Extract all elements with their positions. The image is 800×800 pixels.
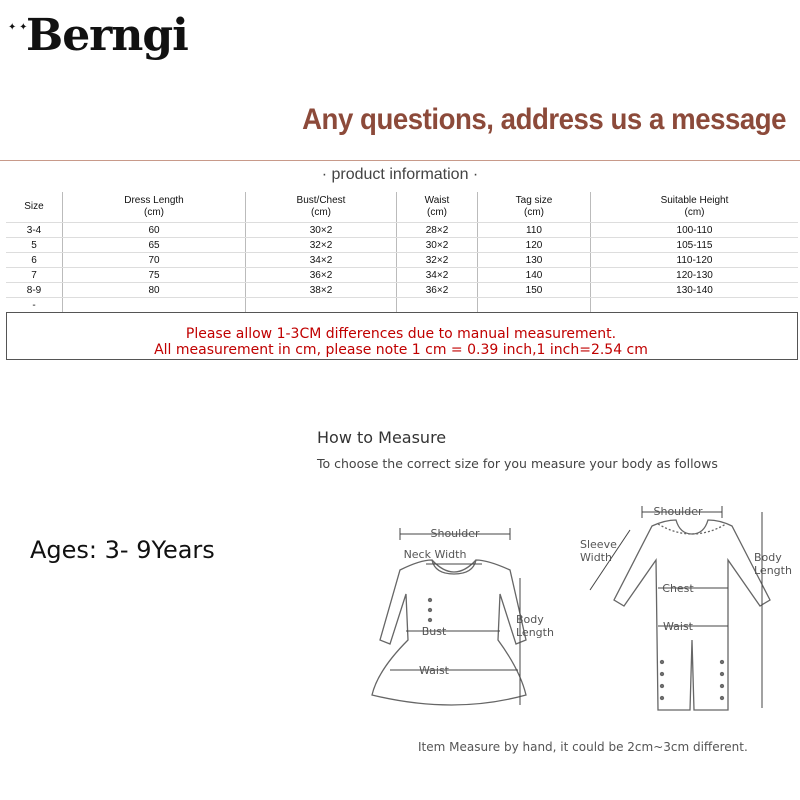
table-row — [6, 283, 798, 298]
cell: 34×2 — [246, 253, 397, 268]
cell: 30×2 — [397, 238, 478, 253]
romper-shoulder-label: Shoulder — [653, 505, 703, 518]
table-header-row — [6, 192, 798, 223]
header-tag-size: Tag size (cm) — [478, 192, 591, 223]
dress-waist-label: Waist — [418, 664, 450, 677]
cell — [63, 298, 246, 313]
dress-body-label: Body — [516, 613, 544, 626]
how-to-measure-title: How to Measure — [317, 428, 447, 447]
dress-shoulder-label: Shoulder — [430, 527, 480, 540]
romper-length-label: Length — [754, 564, 792, 577]
cell — [591, 298, 799, 313]
romper-sleeve-label: Sleeve — [580, 538, 617, 551]
divider — [0, 160, 800, 161]
brand-logo: Berngi — [26, 10, 188, 61]
cell: 8-9 — [6, 283, 63, 298]
cell: 65 — [63, 238, 246, 253]
cell: 36×2 — [397, 283, 478, 298]
header-bust: Bust/Chest (cm) — [246, 192, 397, 223]
romper-width-label: Width — [580, 551, 612, 564]
measure-footnote: Item Measure by hand, it could be 2cm~3cm different. — [418, 740, 748, 754]
cell: 140 — [478, 268, 591, 283]
cell: - — [6, 298, 63, 313]
cell — [397, 298, 478, 313]
how-to-measure-subtitle: To choose the correct size for you measure your body as follows — [317, 456, 718, 471]
cell — [478, 298, 591, 313]
table-row — [6, 223, 798, 238]
header-waist: Waist (cm) — [397, 192, 478, 223]
cell: 32×2 — [246, 238, 397, 253]
section-title: · product information · — [321, 166, 479, 183]
cell: 105-115 — [591, 238, 799, 253]
cell: 60 — [63, 223, 246, 238]
cell: 120 — [478, 238, 591, 253]
cell: 6 — [6, 253, 63, 268]
logo-sparkles: ✦ ✦ — [8, 22, 28, 33]
cell: 80 — [63, 283, 246, 298]
table-row — [6, 238, 798, 253]
cell: 32×2 — [397, 253, 478, 268]
cell — [246, 298, 397, 313]
cell: 28×2 — [397, 223, 478, 238]
cell: 5 — [6, 238, 63, 253]
measurement-note-line1: Please allow 1-3CM differences due to manual measurement. — [185, 326, 617, 342]
cell: 34×2 — [397, 268, 478, 283]
cell: 150 — [478, 283, 591, 298]
cell: 7 — [6, 268, 63, 283]
age-range: Ages: 3- 9Years — [30, 536, 215, 564]
romper-body-label: Body — [754, 551, 782, 564]
cell: 70 — [63, 253, 246, 268]
dress-length-label: Length — [516, 626, 554, 639]
romper-measure-lines — [590, 506, 762, 708]
size-table — [6, 192, 798, 313]
cell: 110-120 — [591, 253, 799, 268]
measurement-note-line2: All measurement in cm, please note 1 cm = 0.39 inch,1 inch=2.54 cm — [154, 342, 648, 358]
cell: 130 — [478, 253, 591, 268]
dress-illustration — [372, 560, 526, 705]
dress-bust-label: Bust — [421, 625, 447, 638]
header-dress-length: Dress Length (cm) — [63, 192, 246, 223]
header-suitable-height: Suitable Height (cm) — [591, 192, 799, 223]
cell: 30×2 — [246, 223, 397, 238]
cell: 38×2 — [246, 283, 397, 298]
cell: 120-130 — [591, 268, 799, 283]
cell: 75 — [63, 268, 246, 283]
table-row — [6, 268, 798, 283]
cell: 110 — [478, 223, 591, 238]
table-row — [6, 253, 798, 268]
measurement-diagram — [330, 490, 800, 730]
cell: 3-4 — [6, 223, 63, 238]
dress-neck-width-label: Neck Width — [403, 548, 467, 561]
romper-chest-label: Chest — [662, 582, 694, 595]
header-size: Size — [6, 192, 63, 223]
cell: 36×2 — [246, 268, 397, 283]
contact-banner: Any questions, address us a message — [302, 103, 786, 136]
romper-illustration — [614, 520, 770, 710]
romper-waist-label: Waist — [662, 620, 694, 633]
cell: 130-140 — [591, 283, 799, 298]
table-row — [6, 298, 798, 313]
cell: 100-110 — [591, 223, 799, 238]
